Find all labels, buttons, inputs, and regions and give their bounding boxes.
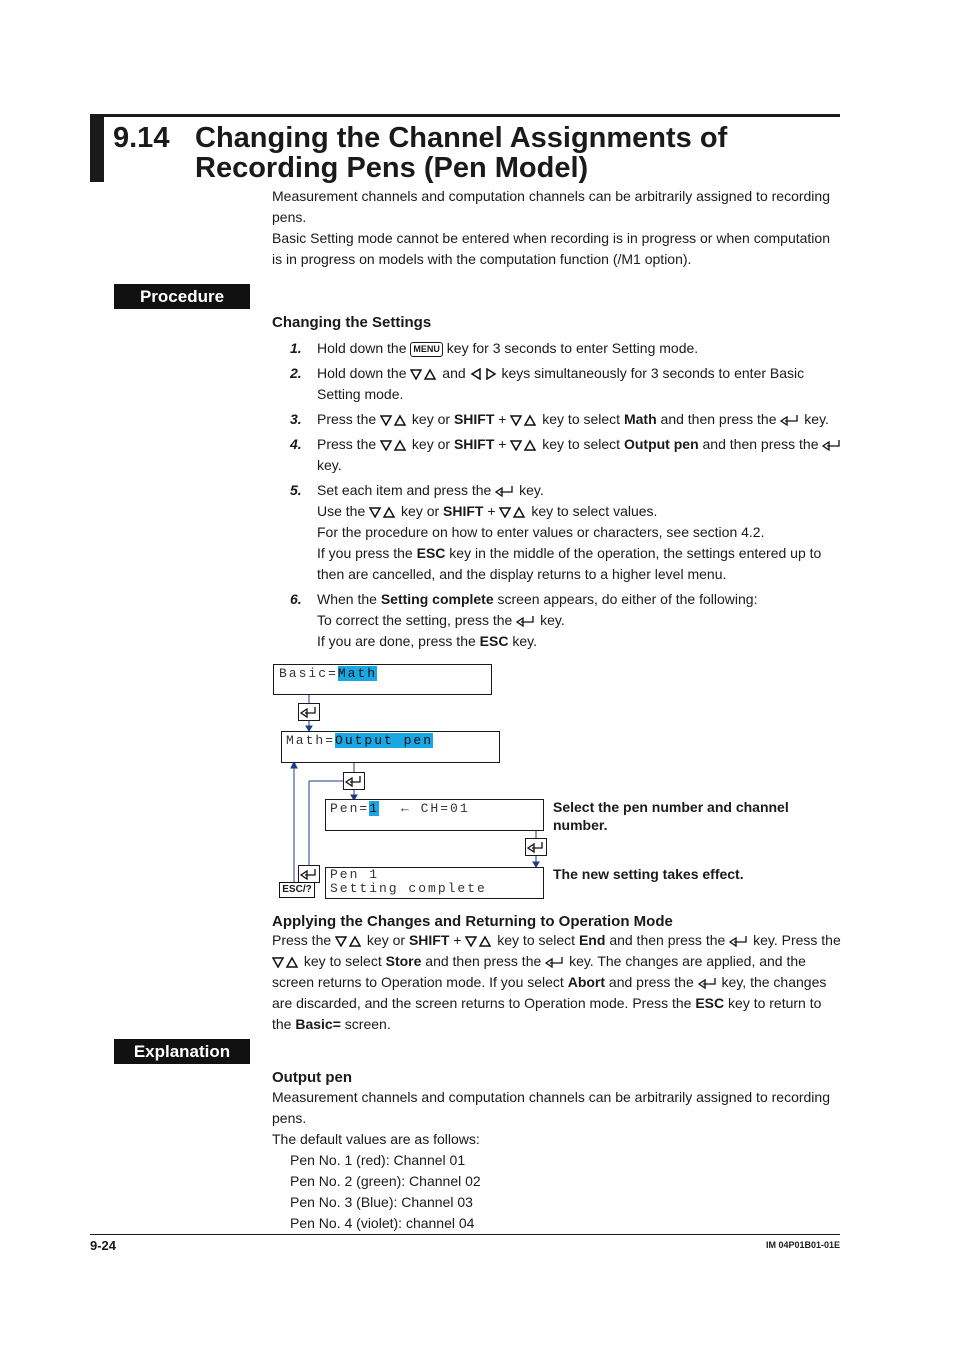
document-id: IM 04P01B01-01E <box>765 1240 840 1250</box>
step-4-number: 4. <box>290 436 302 452</box>
changing-settings-heading: Changing the Settings <box>272 314 432 331</box>
list-item: Pen No. 4 (violet): channel 04 <box>290 1215 475 1231</box>
enter-key-icon <box>299 704 319 720</box>
enter-key-icon <box>344 773 364 789</box>
enter-key-box-4 <box>298 865 320 883</box>
screen-basic: Basic=Math <box>273 664 492 695</box>
title-line-2: Recording Pens (Pen Model) <box>195 152 589 184</box>
explanation-label: Explanation <box>114 1039 250 1064</box>
down-up-arrows-icon <box>335 935 363 947</box>
step-6-text: When the Setting complete screen appears, do either of the following: To correct the setting, press the key. If you are done, press the ESC key. <box>317 591 758 649</box>
applying-heading: Applying the Changes and Returning to Operation Mode <box>272 913 673 930</box>
title-line-1: Changing the Channel Assignments of <box>195 122 728 154</box>
step-4-text: Press the key or SHIFT + key to select Output pen and then press the key. <box>317 434 847 476</box>
enter-key-box-3 <box>525 838 547 856</box>
step-1-text: Hold down the MENU key for 3 seconds to enter Setting mode. <box>317 340 699 356</box>
step-2-text: Hold down the and keys simultaneously for 3 seconds to enter Basic Setting mode. <box>317 365 805 402</box>
output-pen-heading: Output pen <box>272 1069 352 1086</box>
enter-key-box-2 <box>343 772 365 790</box>
step-1-number: 1. <box>290 340 302 356</box>
footer-rule <box>90 1234 840 1235</box>
note-select-pen: Select the pen number and channel number. <box>553 799 789 833</box>
step-3-text: Press the key or SHIFT + key to select Math and then press the key. <box>317 411 829 427</box>
enter-key-icon <box>698 977 718 989</box>
enter-key-icon <box>299 866 319 882</box>
default-pen-list <box>272 1150 842 1234</box>
section-number: 9.14 <box>113 122 170 154</box>
step-5-number: 5. <box>290 482 302 498</box>
note-setting-effect: The new setting takes effect. <box>553 866 744 882</box>
screen-setting-complete: Pen 1 Setting complete <box>325 867 544 899</box>
list-item: Pen No. 3 (Blue): Channel 03 <box>290 1194 473 1210</box>
enter-key-icon <box>545 956 565 968</box>
intro-paragraph-1: Measurement channels and computation channels can be arbitrarily assigned to recording pens. <box>272 188 830 225</box>
menu-key-icon: MENU <box>410 342 443 357</box>
screen-pen: Pen=1 ← CH=01 <box>325 799 544 831</box>
down-up-arrows-icon <box>465 935 493 947</box>
enter-key-icon <box>526 839 546 855</box>
applying-paragraph: Press the key or SHIFT + key to select End and then press the key. Press the key to select Store and then press the key. The changes are applied, and the screen returns to Operation mode. If you select Abort and press the key, the changes are discarded, and the screen returns to Operation mode. Press the ESC key to return to the Basic= screen. <box>272 932 841 1032</box>
explanation-paragraph-1: Measurement channels and computation channels can be arbitrarily assigned to recording pens. <box>272 1089 830 1126</box>
list-item: Pen No. 1 (red): Channel 01 <box>290 1152 466 1168</box>
step-5-text: Set each item and press the key. Use the key or SHIFT + key to select values. For the procedure on how to enter values or characters, see section 4.2. If you press the ESC key in the middle of the operation, the settings entered up to then are cancelled, and the display returns to a higher level menu. <box>317 482 822 582</box>
intro-paragraph-2: Basic Setting mode cannot be entered when recording is in progress or when computation is in progress on models with the computation function (/M1 option). <box>272 230 830 267</box>
step-2-number: 2. <box>290 365 302 381</box>
list-item: Pen No. 2 (green): Channel 02 <box>290 1173 481 1189</box>
enter-key-icon <box>729 935 749 947</box>
procedure-label: Procedure <box>114 284 250 309</box>
esc-key-label: ESC/? <box>279 882 315 898</box>
enter-key-box-1 <box>298 703 320 721</box>
step-3-number: 3. <box>290 411 302 427</box>
screen-math: Math=Output pen <box>281 731 500 763</box>
explanation-paragraph-2: The default values are as follows: <box>272 1131 480 1147</box>
down-up-arrows-icon <box>272 956 300 968</box>
page-number: 9-24 <box>90 1238 117 1253</box>
step-6-number: 6. <box>290 591 302 607</box>
